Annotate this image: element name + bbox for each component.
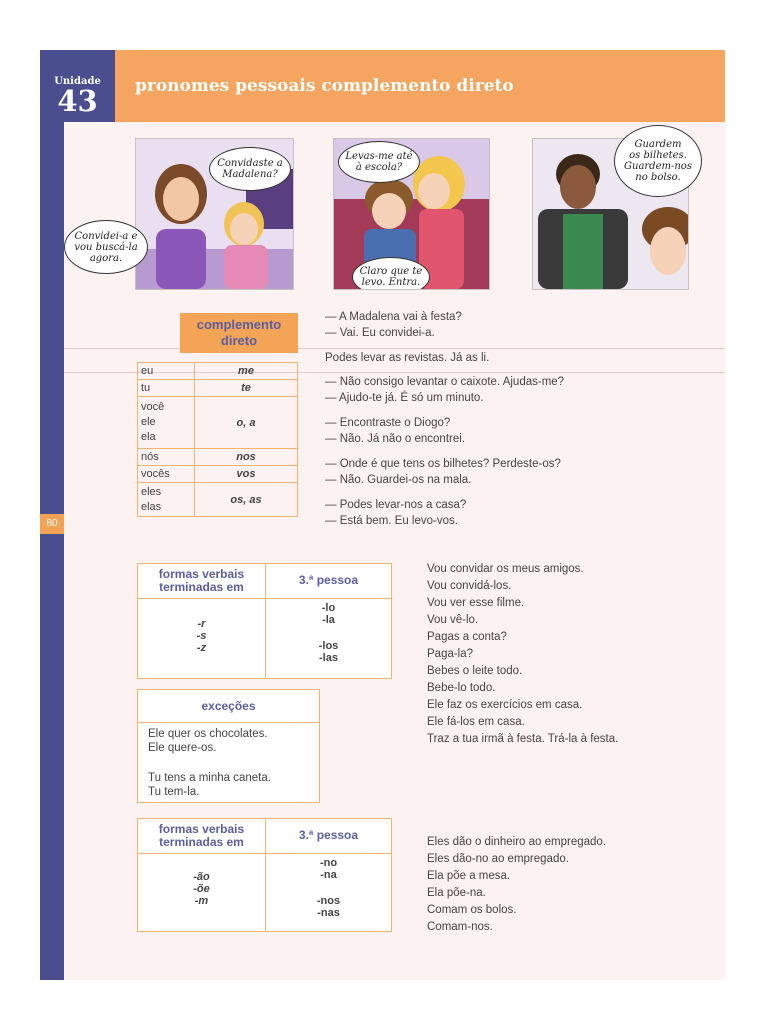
form: -lo — [321, 602, 336, 614]
page-number: 80 — [40, 514, 64, 534]
person: ele — [141, 416, 156, 428]
person: eles — [141, 485, 162, 498]
forms-list — [266, 602, 391, 664]
example-line: Eles dão o dinheiro ao empregado. — [427, 836, 607, 848]
unit-box — [40, 50, 115, 122]
dialogue-5 — [325, 456, 561, 488]
person-cell — [138, 466, 195, 483]
example-line: Traz a tua irmã à festa. Trá-la à festa. — [427, 733, 619, 745]
example-line: Ela põe a mesa. — [427, 870, 511, 882]
dialogue-line: — Encontraste o Diogo? — [325, 417, 451, 429]
example-line: Paga-la? — [427, 648, 474, 660]
dialogue-line: — Não. Já não o encontrei. — [325, 433, 465, 445]
person-cell — [138, 380, 195, 397]
column-heading: 3.ª pessoa — [298, 573, 359, 587]
person-cell — [138, 449, 195, 466]
form: -los — [318, 640, 339, 652]
example-line: Vou ver esse filme. — [427, 597, 525, 609]
form: -las — [319, 652, 338, 664]
example-line: Bebes o leite todo. — [427, 665, 523, 677]
example-line: Vou convidar os meus amigos. — [427, 563, 584, 575]
page-title: pronomes pessoais complemento direto — [135, 76, 514, 96]
comic-panel-1 — [135, 138, 294, 290]
verb-endings-table-2 — [137, 818, 392, 932]
example-line: Pagas a conta? — [427, 631, 507, 643]
ending: -z — [196, 642, 207, 654]
dialogue-line: Podes levar as revistas. Já as li. — [325, 352, 490, 364]
person: você — [141, 401, 165, 413]
exception-line: Ele quer os chocolates. — [148, 728, 268, 740]
dialogue-line: — Ajudo-te já. É só um minuto. — [325, 392, 484, 404]
person: vocês — [141, 467, 170, 480]
dialogue-4 — [325, 415, 465, 447]
example-line: Comam-nos. — [427, 921, 493, 933]
title-bar — [115, 50, 725, 122]
exceptions-text — [148, 727, 271, 799]
speech-bubble: Levas-me até à escola? — [338, 141, 420, 183]
exception-line: Tu tens a minha caneta. — [148, 772, 271, 784]
ending: -õe — [193, 883, 210, 895]
ending: -s — [196, 630, 207, 642]
dialogue-line: — Não consigo levantar o caixote. Ajudas-me? — [325, 376, 565, 388]
dialogue-line: — Não. Guardei-os na mala. — [325, 474, 472, 486]
example-line: Vou vê-lo. — [427, 614, 479, 626]
ending: -ão — [193, 871, 210, 883]
unit-number: 43 — [57, 84, 98, 118]
person: ela — [141, 431, 156, 443]
pronoun-cell: os, as — [195, 483, 298, 517]
pronoun-cell: me — [195, 363, 298, 380]
speech-bubble: Convidaste a Madalena? — [209, 147, 291, 191]
verb-endings-table-1 — [137, 563, 392, 679]
dialogue-2 — [325, 350, 489, 366]
endings-list — [138, 618, 265, 654]
example-line: Bebe-lo todo. — [427, 682, 496, 694]
exception-line: Ele quere-os. — [148, 742, 217, 754]
form: -no — [319, 857, 338, 869]
comic-panel-2 — [333, 138, 490, 290]
pronoun-cell: o, a — [195, 397, 298, 449]
complemento-direto-table — [137, 362, 298, 517]
person-cell — [138, 363, 195, 380]
example-line: Vou convidá-los. — [427, 580, 512, 592]
table-row — [138, 449, 298, 466]
table-row — [138, 363, 298, 380]
dialogue-line: — A Madalena vai à festa? — [325, 311, 462, 323]
ending: -m — [194, 895, 209, 907]
person-cell — [138, 483, 195, 517]
complemento-direto-heading: complemento direto — [180, 313, 298, 353]
example-line: Ela põe-na. — [427, 887, 486, 899]
person: elas — [141, 500, 162, 513]
pronoun-cell: vos — [195, 466, 298, 483]
example-line: Comam os bolos. — [427, 904, 517, 916]
unit-label: Unidade — [54, 76, 101, 87]
pronoun-cell: te — [195, 380, 298, 397]
dialogue-1 — [325, 309, 462, 341]
form: -nas — [317, 907, 340, 919]
dialogue-3 — [325, 374, 564, 406]
table-row — [138, 466, 298, 483]
column-heading: formas verbais terminadas em — [158, 822, 245, 849]
ending: -r — [197, 618, 206, 630]
form: -na — [320, 869, 337, 881]
person: tu — [141, 381, 151, 394]
exceptions-heading: exceções — [201, 699, 256, 713]
example-line: Ele fá-los em casa. — [427, 716, 525, 728]
form: -la — [322, 614, 335, 626]
examples-list-2 — [427, 834, 606, 936]
dialogue-line: — Onde é que tens os bilhetes? Perdeste-os? — [325, 458, 561, 470]
endings-list — [138, 871, 265, 907]
speech-bubble: Guardem os bilhetes. Guardem-nos no bolso. — [614, 125, 702, 197]
forms-list — [266, 857, 391, 919]
table-row — [138, 380, 298, 397]
speech-bubble: Claro que te levo. Entra. — [352, 257, 430, 290]
column-heading: formas verbais terminadas em — [158, 567, 245, 594]
pronoun-cell: nos — [195, 449, 298, 466]
dialogue-line: — Podes levar-nos a casa? — [325, 499, 467, 511]
table-divider — [138, 853, 391, 854]
table-divider — [138, 598, 391, 599]
form: -nos — [316, 895, 341, 907]
table-row — [138, 483, 298, 517]
dialogue-line: — Está bem. Eu levo-vos. — [325, 515, 458, 527]
divider-line — [64, 348, 725, 349]
person: eu — [141, 364, 154, 377]
examples-list-1 — [427, 561, 618, 748]
person-cell — [138, 397, 195, 449]
speech-bubble: Convidei-a e vou buscá-la agora. — [64, 220, 148, 274]
dialogue-line: — Vai. Eu convidei-a. — [325, 327, 435, 339]
dialogue-6 — [325, 497, 466, 529]
table-row — [138, 397, 298, 449]
table-divider — [138, 722, 319, 723]
exceptions-box — [137, 689, 320, 803]
person: nós — [141, 450, 159, 463]
example-line: Eles dão-no ao empregado. — [427, 853, 569, 865]
example-line: Ele faz os exercícios em casa. — [427, 699, 583, 711]
exception-line: Tu tem-la. — [148, 786, 200, 798]
column-heading: 3.ª pessoa — [298, 828, 359, 842]
